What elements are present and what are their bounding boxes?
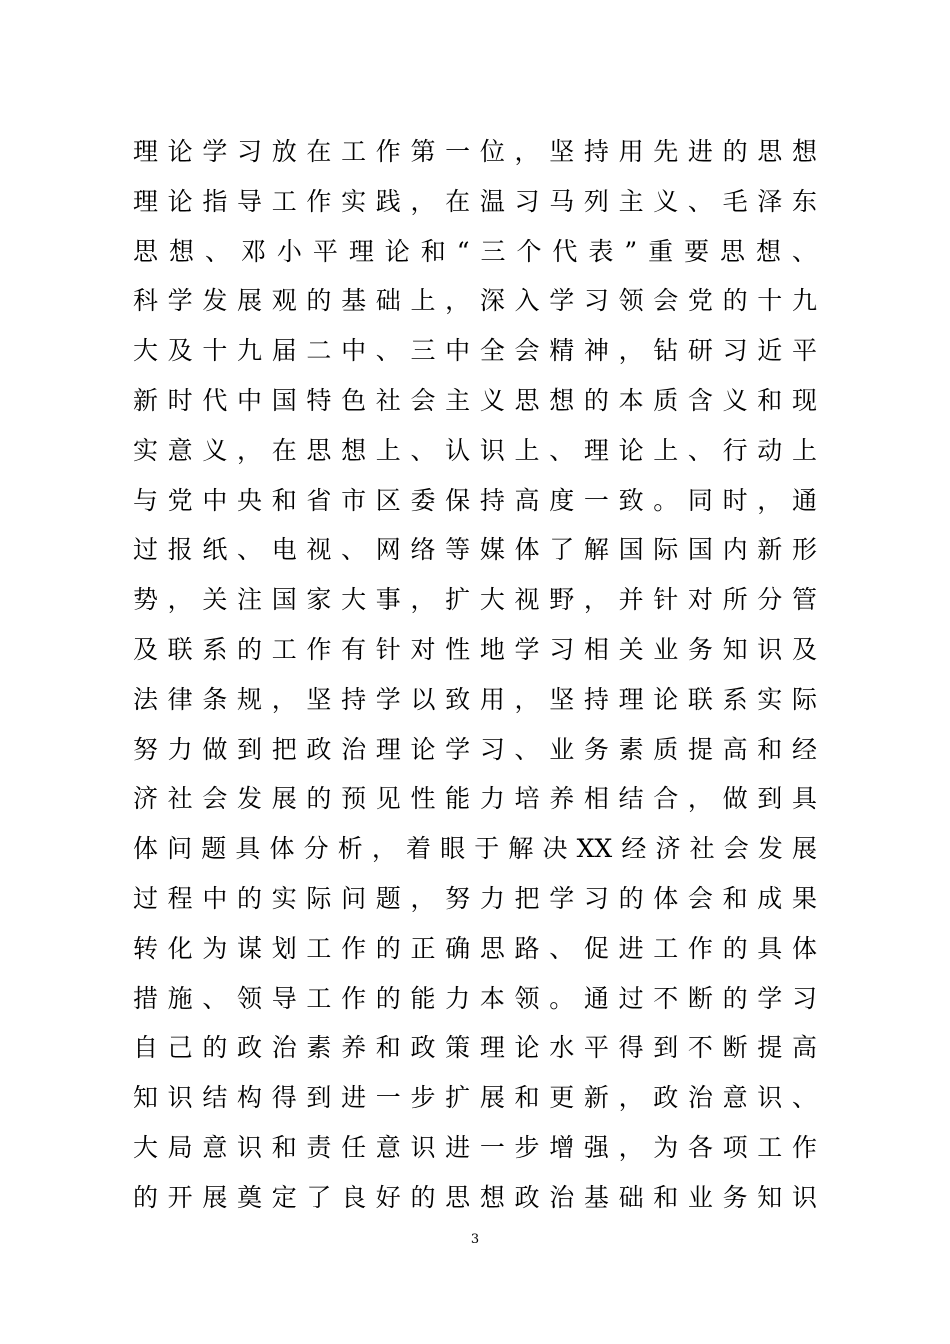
text-line: 理论指导工作实践，在温习马列主义、毛泽东 bbox=[133, 186, 817, 216]
text-line: 努力做到把政治理论学习、业务素质提高和经 bbox=[133, 734, 817, 764]
text-line: 措施、领导工作的能力本领。通过不断的学习 bbox=[133, 983, 817, 1013]
text-line: 实意义，在思想上、认识上、理论上、行动上 bbox=[133, 435, 817, 465]
text-line: 新时代中国特色社会主义思想的本质含义和现 bbox=[133, 385, 817, 415]
text-line: 理论学习放在工作第一位，坚持用先进的思想 bbox=[133, 137, 817, 166]
text-line: 知识结构得到进一步扩展和更新，政治意识、 bbox=[133, 1083, 817, 1113]
text-line: 大局意识和责任意识进一步增强，为各项工作 bbox=[133, 1132, 817, 1162]
text-line: 自己的政治素养和政策理论水平得到不断提高 bbox=[133, 1033, 817, 1063]
text-line: 济社会发展的预见性能力培养相结合，做到具 bbox=[133, 784, 817, 814]
text-line: 科学发展观的基础上，深入学习领会党的十九 bbox=[133, 286, 817, 316]
text-line: 过程中的实际问题，努力把学习的体会和成果 bbox=[133, 883, 817, 913]
text-line: 与党中央和省市区委保持高度一致。同时，通 bbox=[133, 485, 817, 515]
text-line: 思想、邓小平理论和“三个代表”重要思想、 bbox=[133, 236, 817, 266]
page-number: 3 bbox=[470, 1232, 480, 1247]
text-line: 势，关注国家大事，扩大视野，并针对所分管 bbox=[133, 585, 817, 615]
text-line: 体问题具体分析，着眼于解决XX经济社会发展 bbox=[133, 834, 817, 864]
text-line: 大及十九届二中、三中全会精神，钻研习近平 bbox=[133, 336, 817, 366]
text-line: 法律条规，坚持学以致用，坚持理论联系实际 bbox=[133, 684, 817, 714]
body-text bbox=[133, 127, 817, 1223]
text-line: 过报纸、电视、网络等媒体了解国际国内新形 bbox=[133, 535, 817, 565]
text-line: 及联系的工作有针对性地学习相关业务知识及 bbox=[133, 634, 817, 664]
text-line: 的开展奠定了良好的思想政治基础和业务知识 bbox=[133, 1182, 817, 1212]
text-line: 转化为谋划工作的正确思路、促进工作的具体 bbox=[133, 933, 817, 963]
